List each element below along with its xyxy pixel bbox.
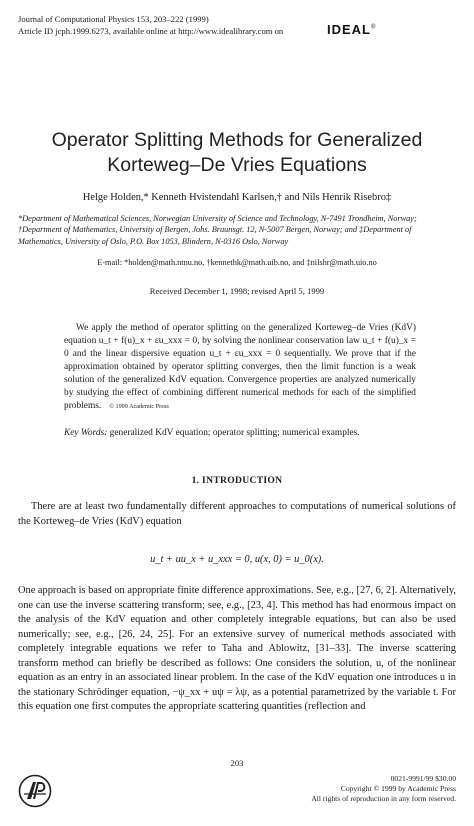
intro-paragraph-2	[18, 584, 456, 715]
article-line: Article ID jcph.1999.6273, available online at http://www.idealibrary.com on	[18, 26, 284, 36]
affiliations: *Department of Mathematical Sciences, Norwegian University of Science and Technology, N-7491 Trondheim, Norway; †Department of Mathematics, University of Bergen, Johs. Bruunsgt. 12, N-5007 Bergen, Norway; and ‡Department of Mathematics, University of Oslo, P.O. Box 1053, Blindern, N-0316 Oslo, Norway	[18, 214, 417, 246]
footer-reservation: All rights of reproduction in any form reserved.	[311, 794, 456, 803]
keywords-text: generalized KdV equation; operator splitting; numerical examples.	[109, 428, 360, 438]
ideal-logo	[327, 22, 376, 37]
footer-rights	[311, 774, 456, 804]
section-heading: 1. INTRODUCTION	[191, 475, 283, 486]
abstract	[64, 322, 416, 413]
intro-paragraph-1	[18, 500, 456, 529]
footer-copyright: Copyright © 1999 by Academic Press	[340, 784, 456, 793]
keywords-label: Key Words:	[64, 428, 108, 438]
paragraph-text: One approach is based on appropriate finite difference approximations. See, e.g., [27, 6, 2]. Alternatively, one can use the inverse scattering transform; see, e.g., [23, 4]. This method has had enormous impact on the analysis of the KdV equation and other completely integrable equations, but can also be used numerically; see, e.g., [26, 24, 25]. For an extensive survey of numerical methods associated with completely integrable equations we refer to Taha and Ablowitz, [31–33]. The inverse scattering transform method can briefly be described as follows: One considers the solution, u, of the nonlinear equation as an entry in an associated linear problem. In the case of the KdV equation one introduces u in the stationary Schrödinger equation, −ψ_xx + uψ = λψ, as a potential parametrized by the variable t. For this equation one first computes the appropriate scattering quantities (reflection and	[18, 585, 456, 712]
academic-press-ap-logo-icon	[18, 774, 52, 808]
email-line: E-mail: *holden@math.ntnu.no, †kennethk@math.uib.no, and ‡nilshr@math.uio.no	[97, 258, 377, 267]
received-dates: Received December 1, 1998; revised April 5, 1999	[149, 286, 325, 296]
abstract-text	[64, 322, 416, 413]
title-line-2: Korteweg–De Vries Equations	[107, 154, 367, 176]
paragraph-text: There are at least two fundamentally different approaches to computations of numerical solutions of the Korteweg–de Vries (KdV) equation	[18, 501, 456, 527]
ideal-logo-text: IDEAL	[327, 22, 371, 37]
kdv-equation: u_t + uu_x + u_xxx = 0, u(x, 0) = u_0(x).	[150, 554, 324, 565]
title-line-1: Operator Splitting Methods for Generalized	[51, 129, 423, 151]
abstract-body: We apply the method of operator splitting on the generalized Korteweg–de Vries (KdV) equation u_t + f(u)_x + εu_xxx = 0, by solving the nonlinear conservation law u_t + f(u)_x = 0 and the linear dispersive equation u_t + εu_xxx = 0 sequentially. We prove that if the approximation obtained by operator splitting converges, then the limit function is a weak solution of the generalized KdV equation. Convergence properties are analyzed numerically by studying the effect of combining different numerical methods for each of the simplified problems.	[64, 323, 416, 411]
ideal-logo-mark: ®	[371, 24, 377, 31]
journal-line: Journal of Computational Physics 153, 203–222 (1999)	[18, 14, 209, 24]
issn-code: 0021-9991/99 $30.00	[390, 774, 456, 783]
page-number: 203	[230, 758, 244, 768]
authors: Helge Holden,* Kenneth Hvistendahl Karlsen,† and Nils Henrik Risebro‡	[82, 192, 392, 203]
abstract-copyright: © 1999 Academic Press	[109, 403, 169, 410]
keywords	[64, 428, 360, 438]
